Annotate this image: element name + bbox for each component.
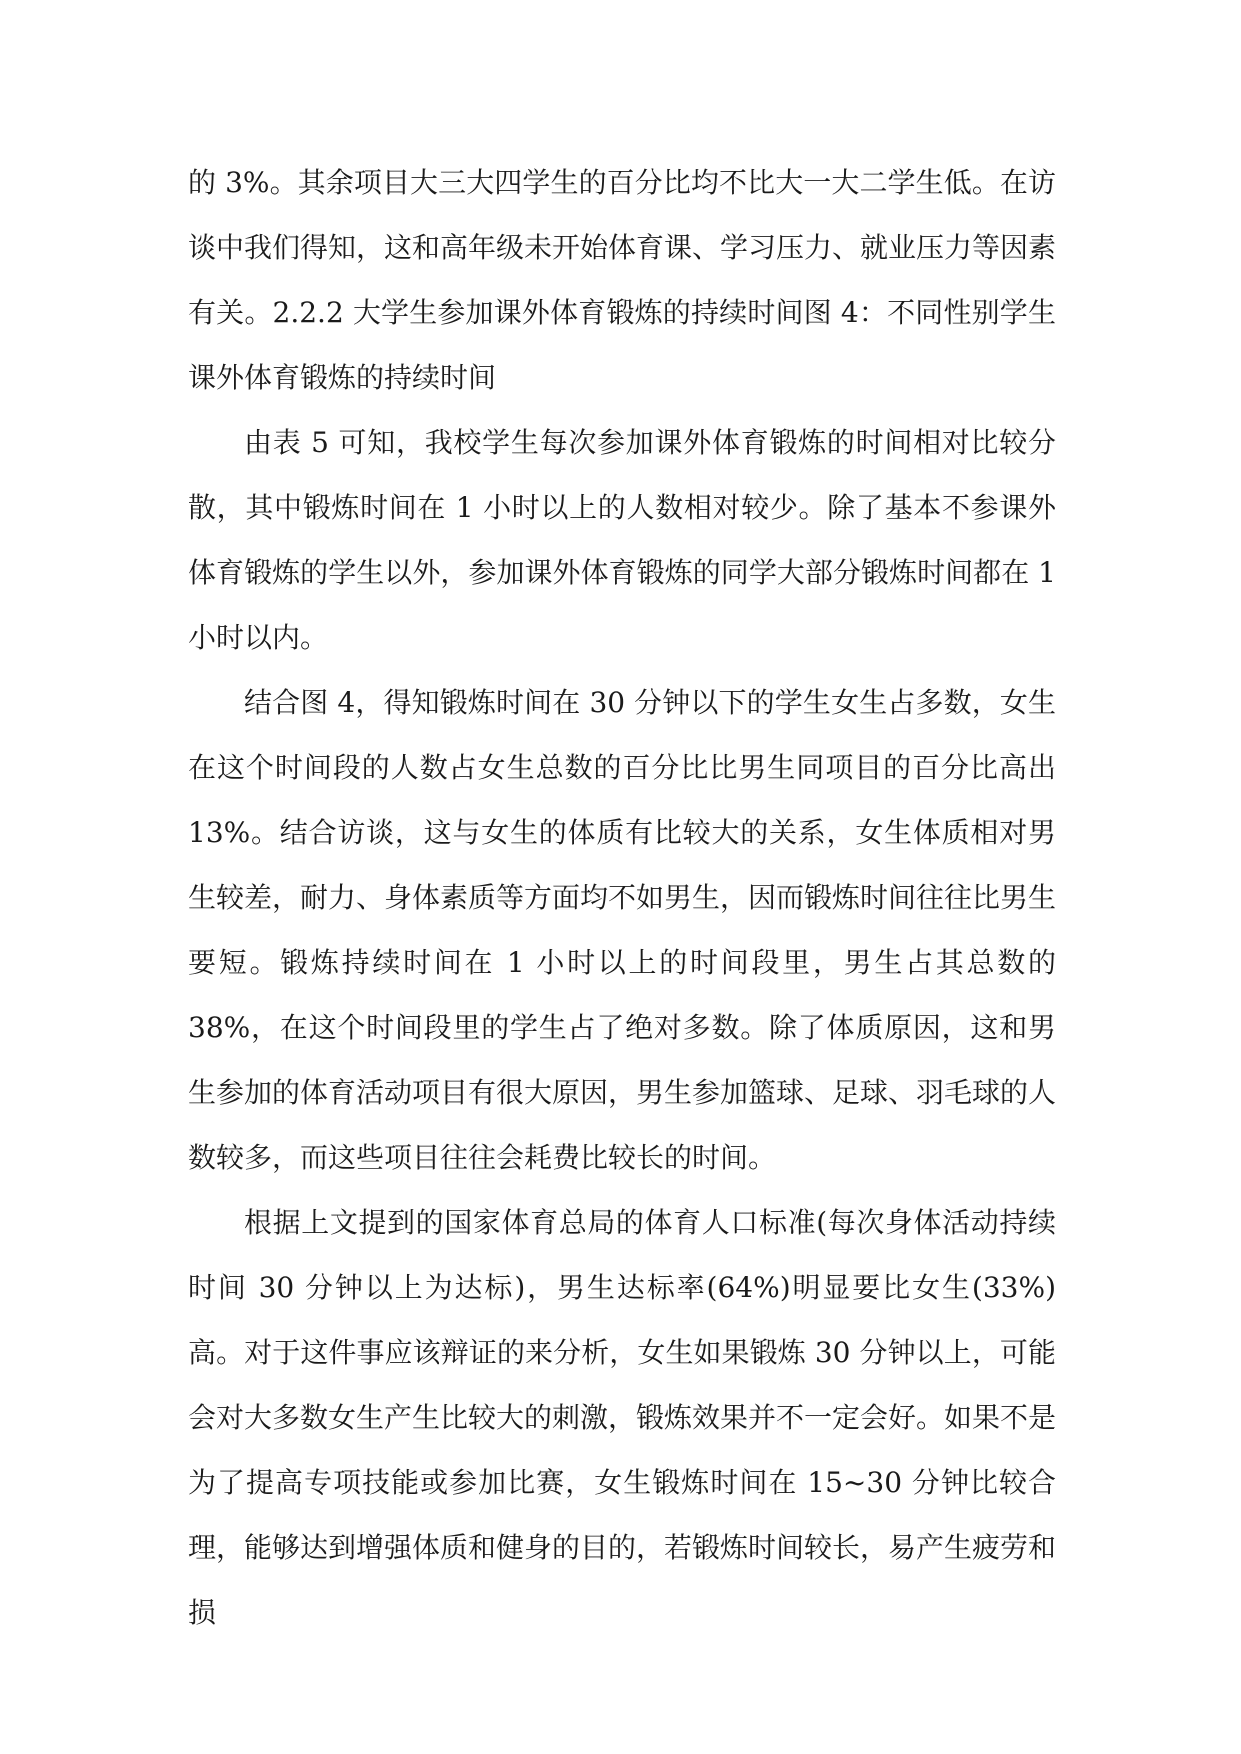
document-body (188, 150, 1056, 1645)
paragraph-4: 根据上文提到的国家体育总局的体育人口标准(每次身体活动持续时间 30 分钟以上为达标)，男生达标率(64%)明显要比女生(33%)高。对于这件事应该辩证的来分析，女生如果锻炼 30 分钟以上，可能会对大多数女生产生比较大的刺激，锻炼效果并不一定会好。如果不是为了提高专项技能或参加比赛，女生锻炼时间在 15~30 分钟比较合理，能够达到增强体质和健身的目的，若锻炼时间较长，易产生疲劳和损 (188, 1206, 1057, 1629)
paragraph-2: 由表 5 可知，我校学生每次参加课外体育锻炼的时间相对比较分散，其中锻炼时间在 1 小时以上的人数相对较少。除了基本不参课外体育锻炼的学生以外，参加课外体育锻炼的同学大部分锻炼时间都在 1 小时以内。 (188, 426, 1056, 654)
paragraph-3: 结合图 4，得知锻炼时间在 30 分钟以下的学生女生占多数，女生在这个时间段的人数占女生总数的百分比比男生同项目的百分比高出 13%。结合访谈，这与女生的体质有比较大的关系，女生体质相对男生较差，耐力、身体素质等方面均不如男生，因而锻炼时间往往比男生要短。锻炼持续时间在 1 小时以上的时间段里，男生占其总数的 38%，在这个时间段里的学生占了绝对多数。除了体质原因，这和男生参加的体育活动项目有很大原因，男生参加篮球、足球、羽毛球的人数较多，而这些项目往往会耗费比较长的时间。 (188, 686, 1057, 1174)
paragraph-1: 的 3%。其余项目大三大四学生的百分比均不比大一大二学生低。在访谈中我们得知，这和高年级未开始体育课、学习压力、就业压力等因素有关。2.2.2 大学生参加课外体育锻炼的持续时间图 4：不同性别学生课外体育锻炼的持续时间 (188, 166, 1057, 394)
